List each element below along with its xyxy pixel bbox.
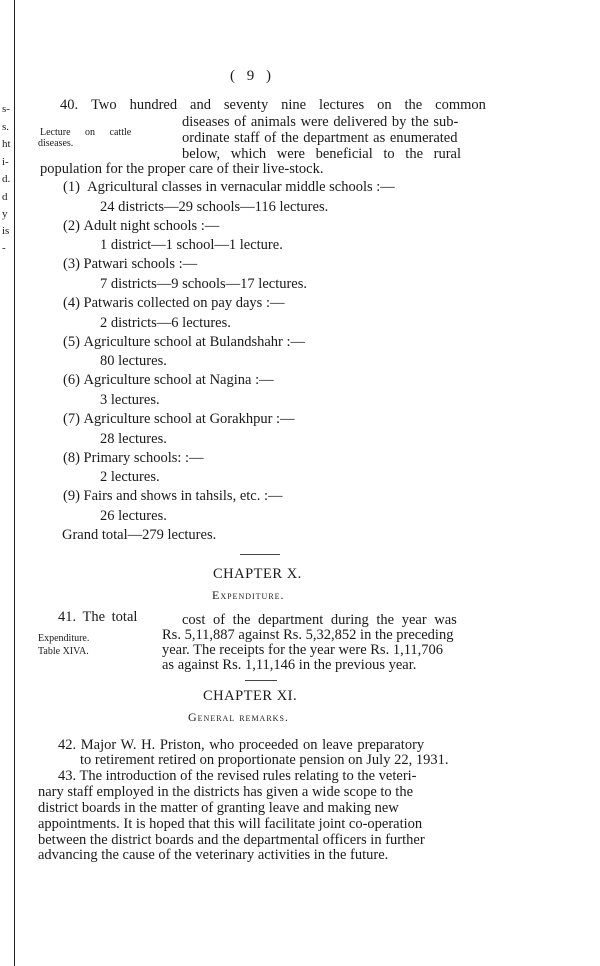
para-42-line-1: 42. Major W. H. Priston, who proceeded on leave preparatory [58, 737, 425, 753]
word: on [377, 97, 392, 113]
margin-note-lecture: Lecture on cattle [40, 127, 132, 138]
para-41-line-2: Rs. 5,11,887 against Rs. 5,32,852 in the preceding [162, 627, 454, 643]
item-title: Patwari schools :— [83, 256, 198, 272]
gutter-fragment: d. [2, 173, 11, 185]
item-number: (4) [63, 295, 80, 311]
gutter-fragment: s- [2, 103, 10, 115]
word: hundred [129, 97, 178, 113]
gutter-fragment: d [2, 191, 8, 203]
word: lectures [319, 97, 365, 113]
item-title: Agricultural classes in vernacular middle schools :— [87, 179, 395, 195]
list-item-3 [63, 256, 197, 273]
list-item-1 [63, 179, 395, 196]
para-43-line: appointments. It is hoped that this will facilitate joint co-operation [38, 816, 423, 832]
list-item-8 [63, 450, 204, 467]
para-41-lead: 41. The total [58, 609, 138, 625]
list-item-5 [63, 334, 305, 351]
para-40-line-3: ordinate staff of the department as enumerated [182, 130, 458, 146]
list-item-4-detail: 2 districts—6 lectures. [100, 315, 231, 331]
item-number: (7) [63, 411, 80, 427]
word: common [435, 97, 486, 113]
para-40-line-4: below, which were beneficial to the rural [182, 146, 461, 162]
item-title: Patwaris collected on pay days :— [83, 295, 285, 311]
page-number: ( 9 ) [230, 68, 275, 84]
chapter-10-subtitle: Expenditure. [212, 588, 285, 602]
section-divider [240, 554, 280, 555]
item-number: (1) [63, 179, 80, 195]
para-40-line-1 [60, 97, 486, 114]
item-title: Agriculture school at Gorakhpur :— [83, 411, 295, 427]
para-43-line: 43. The introduction of the revised rules relating to the veteri- [58, 768, 417, 784]
grand-total: Grand total—279 lectures. [62, 527, 217, 543]
word: seventy [223, 97, 269, 113]
item-number: (9) [63, 488, 80, 504]
para-40-line-2: diseases of animals were delivered by the sub- [182, 114, 459, 130]
margin-note-expenditure: Expenditure. [38, 633, 90, 644]
item-title: Agriculture school at Nagina :— [83, 372, 274, 388]
item-number: (3) [63, 256, 80, 272]
item-number: (8) [63, 450, 80, 466]
item-title: Adult night schools :— [83, 218, 220, 234]
chapter-11-title: CHAPTER XI. [203, 688, 298, 704]
chapter-11-subtitle: General remarks. [188, 710, 289, 724]
list-item-1-detail: 24 districts—29 schools—116 lectures. [100, 199, 329, 215]
para-41-line-1: cost of the department during the year was [182, 612, 457, 628]
gutter-fragment: - [2, 242, 6, 254]
list-item-2 [63, 218, 219, 235]
para-43-line: advancing the cause of the veterinary activities in the future. [38, 847, 389, 863]
list-item-6 [63, 372, 274, 389]
item-title: Primary schools: :— [83, 450, 204, 466]
list-item-3-detail: 7 districts—9 schools—17 lectures. [100, 276, 308, 292]
list-item-8-detail: 2 lectures. [100, 469, 160, 485]
para-42-line-2: to retirement retired on proportionate pension on July 22, 1931. [80, 752, 449, 768]
para-41-line-3: year. The receipts for the year were Rs. 1,11,706 [162, 642, 444, 658]
gutter-fragment: is [2, 225, 10, 237]
section-divider [245, 680, 277, 681]
item-number: (2) [63, 218, 80, 234]
para-43-line: nary staff employed in the districts has given a wide scope to the [38, 784, 414, 800]
item-number: (5) [63, 334, 80, 350]
word: 40. [60, 97, 79, 113]
facing-page-gutter [0, 0, 14, 966]
para-43-line: between the district boards and the departmental officers in further [38, 832, 425, 848]
gutter-fragment: i- [2, 156, 9, 168]
list-item-9-detail: 26 lectures. [100, 508, 167, 524]
word: the [404, 97, 423, 113]
chapter-10-title: CHAPTER X. [213, 566, 302, 582]
list-item-7 [63, 411, 295, 428]
para-41-line-4: as against Rs. 1,11,146 in the previous year. [162, 657, 417, 673]
para-40-line-5: population for the proper care of their live-stock. [40, 161, 324, 177]
para-43-line: district boards in the matter of granting leave and making new [38, 800, 399, 816]
gutter-fragment: ht [2, 138, 11, 150]
gutter-fragment: y [2, 208, 8, 220]
list-item-2-detail: 1 district—1 school—1 lecture. [100, 237, 283, 253]
list-item-5-detail: 80 lectures. [100, 353, 167, 369]
word: Two [91, 97, 117, 113]
list-item-4 [63, 295, 284, 312]
item-title: Fairs and shows in tahsils, etc. :— [83, 488, 283, 504]
item-number: (6) [63, 372, 80, 388]
word: and [190, 97, 211, 113]
margin-note-table: Table XIVA. [38, 646, 89, 657]
list-item-7-detail: 28 lectures. [100, 431, 167, 447]
list-item-6-detail: 3 lectures. [100, 392, 160, 408]
list-item-9 [63, 488, 283, 505]
gutter-fragment: s. [2, 121, 10, 133]
word: nine [281, 97, 307, 113]
item-title: Agriculture school at Bulandshahr :— [83, 334, 306, 350]
margin-note-diseases: diseases. [38, 138, 74, 149]
